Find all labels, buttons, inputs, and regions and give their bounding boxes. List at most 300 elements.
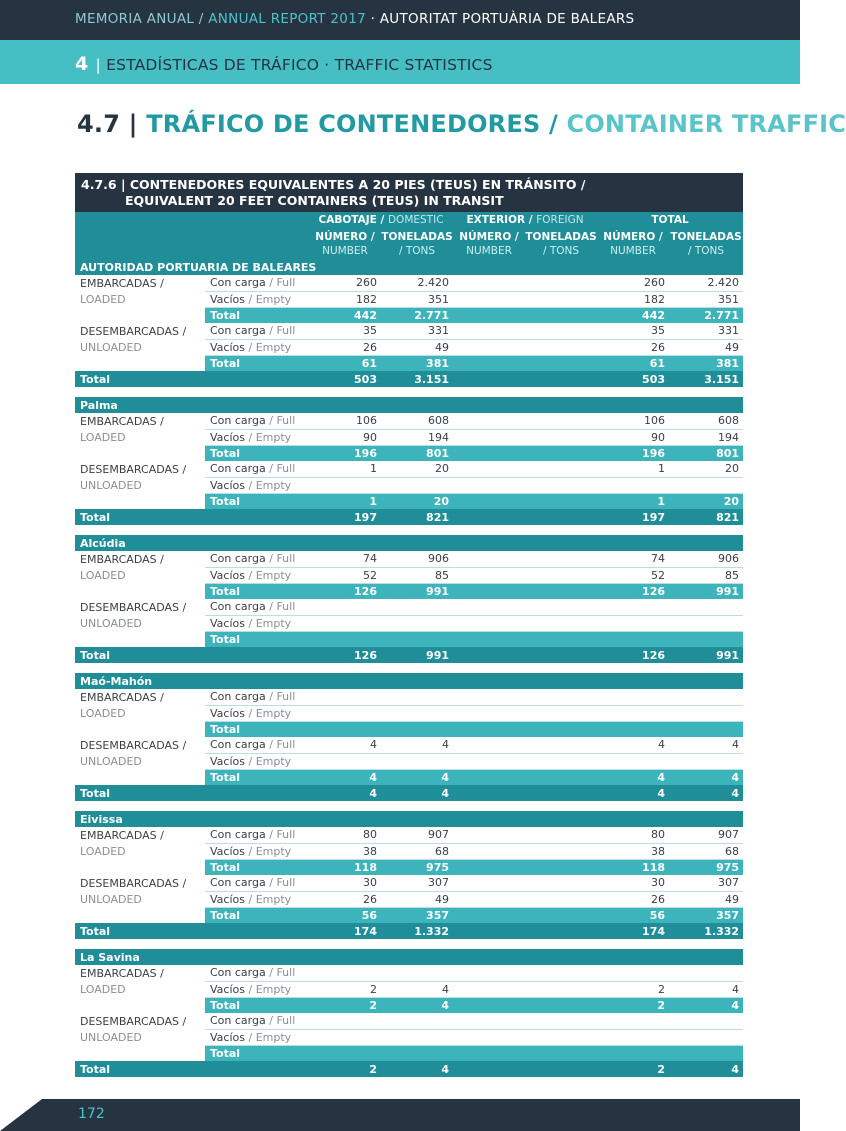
value-cell: 4 [669, 1061, 743, 1077]
value-cell [597, 965, 669, 981]
value-cell [381, 705, 453, 721]
value-cell: 4 [381, 769, 453, 785]
value-cell: 357 [381, 907, 453, 923]
port-total-row [75, 647, 743, 663]
value-cell [381, 721, 453, 737]
value-cell: 1 [309, 493, 381, 509]
value-cell [453, 753, 525, 769]
table-row [75, 275, 743, 291]
direction-label: EMBARCADAS / [80, 828, 164, 842]
subtotal-row [75, 355, 743, 371]
value-cell: 331 [669, 323, 743, 339]
value-cell: 49 [669, 339, 743, 355]
value-cell [525, 509, 597, 525]
value-cell [525, 551, 597, 567]
value-cell [453, 477, 525, 493]
value-cell [381, 1013, 453, 1029]
direction-label: EMBARCADAS / [80, 552, 164, 566]
table-row [75, 339, 743, 355]
blank-cell [75, 307, 205, 323]
blank-cell [75, 721, 205, 737]
table-row [75, 477, 743, 493]
value-cell: 106 [309, 413, 381, 429]
value-cell [525, 413, 597, 429]
subcategory-label: Con carga / Full [205, 737, 309, 753]
value-cell: 4 [381, 981, 453, 997]
section-heading [75, 53, 493, 75]
value-cell: 35 [597, 323, 669, 339]
subcategory-label: Vacíos / Empty [205, 891, 309, 907]
value-cell: 4 [597, 737, 669, 753]
table-row [75, 689, 743, 705]
report-header-text [75, 11, 634, 27]
value-cell: 2 [597, 1061, 669, 1077]
direction-label: DESEMBARCADAS / [80, 462, 187, 476]
subcategory-label: Vacíos / Empty [205, 981, 309, 997]
group-header-domestic: CABOTAJE / DOMESTIC [309, 212, 453, 228]
port-header-row [75, 811, 743, 827]
value-cell [381, 599, 453, 615]
value-cell: 991 [381, 583, 453, 599]
value-cell: 906 [381, 551, 453, 567]
table-row [75, 615, 743, 631]
section-sep: | [90, 56, 107, 74]
table-row [75, 965, 743, 981]
value-cell: 49 [669, 891, 743, 907]
value-cell [453, 291, 525, 307]
page-title [77, 110, 846, 138]
value-cell [525, 689, 597, 705]
value-cell: 61 [597, 355, 669, 371]
value-cell [381, 965, 453, 981]
value-cell: 2.771 [381, 307, 453, 323]
value-cell [669, 753, 743, 769]
value-cell [453, 275, 525, 291]
subtotal-row [75, 859, 743, 875]
value-cell [309, 599, 381, 615]
value-cell [309, 615, 381, 631]
blank-cell [75, 859, 205, 875]
value-cell: 2 [309, 1061, 381, 1077]
total-label: Total [75, 1061, 309, 1077]
value-cell: 2 [309, 997, 381, 1013]
value-cell [525, 737, 597, 753]
header-sep: · [365, 11, 380, 27]
value-cell: 182 [309, 291, 381, 307]
port-name: La Savina [75, 949, 743, 965]
value-cell: 4 [309, 785, 381, 801]
value-cell: 196 [309, 445, 381, 461]
value-cell: 3.151 [381, 371, 453, 387]
value-cell: 608 [381, 413, 453, 429]
value-cell: 90 [597, 429, 669, 445]
value-cell [525, 891, 597, 907]
table-row [75, 981, 743, 997]
value-cell: 260 [309, 275, 381, 291]
value-cell [453, 705, 525, 721]
value-cell [381, 1045, 453, 1061]
table-row [75, 737, 743, 753]
value-cell [525, 769, 597, 785]
subcategory-label: Vacíos / Empty [205, 1029, 309, 1045]
port-header-row [75, 535, 743, 551]
value-cell [453, 583, 525, 599]
subcategory-label: Vacíos / Empty [205, 291, 309, 307]
direction-label-en: UNLOADED [80, 616, 142, 630]
value-cell: 20 [669, 493, 743, 509]
value-cell [525, 599, 597, 615]
value-cell [453, 785, 525, 801]
value-cell: 4 [597, 769, 669, 785]
value-cell [597, 631, 669, 647]
total-label: Total [75, 647, 309, 663]
value-cell [525, 843, 597, 859]
value-cell: 90 [309, 429, 381, 445]
value-cell [309, 721, 381, 737]
subcategory-label: Vacíos / Empty [205, 567, 309, 583]
value-cell: 2.420 [669, 275, 743, 291]
subcategory-label: Con carga / Full [205, 551, 309, 567]
value-cell: 4 [381, 997, 453, 1013]
value-cell [669, 477, 743, 493]
direction-label: DESEMBARCADAS / [80, 600, 187, 614]
value-cell [381, 753, 453, 769]
direction-label-en: LOADED [80, 430, 126, 444]
value-cell: 49 [381, 891, 453, 907]
header-sep: / [194, 11, 209, 27]
direction-label-en: LOADED [80, 844, 126, 858]
total-label: Total [75, 923, 309, 939]
subtotal-label: Total [205, 307, 309, 323]
subcategory-label: Con carga / Full [205, 1013, 309, 1029]
col-header-number: NÚMERO / NUMBER [597, 228, 669, 259]
value-cell: 2 [309, 981, 381, 997]
value-cell: 26 [597, 339, 669, 355]
value-cell [597, 721, 669, 737]
value-cell: 85 [381, 567, 453, 583]
subtotal-row [75, 493, 743, 509]
value-cell: 991 [669, 647, 743, 663]
value-cell: 801 [669, 445, 743, 461]
value-cell [453, 461, 525, 477]
direction-label-en: UNLOADED [80, 892, 142, 906]
value-cell [597, 1045, 669, 1061]
table-title-line2: EQUIVALENT 20 FEET CONTAINERS (TEUS) IN TRANSIT [125, 193, 504, 208]
port-header-row [75, 259, 743, 275]
value-cell [525, 1061, 597, 1077]
value-cell: 68 [669, 843, 743, 859]
value-cell [669, 689, 743, 705]
col-header-tons: TONELADAS / TONS [381, 228, 453, 259]
value-cell: 4 [669, 785, 743, 801]
value-cell: 821 [669, 509, 743, 525]
value-cell [525, 997, 597, 1013]
value-cell: 4 [309, 737, 381, 753]
value-cell: 307 [381, 875, 453, 891]
value-cell: 196 [597, 445, 669, 461]
value-cell [525, 875, 597, 891]
value-cell [525, 461, 597, 477]
section-title-es: ESTADÍSTICAS DE TRÁFICO [106, 56, 320, 74]
value-cell: 991 [381, 647, 453, 663]
value-cell: 194 [669, 429, 743, 445]
port-header-row [75, 949, 743, 965]
header-part-en: ANNUAL REPORT 2017 [208, 11, 366, 27]
table-row [75, 843, 743, 859]
value-cell: 801 [381, 445, 453, 461]
value-cell [453, 907, 525, 923]
value-cell: 126 [309, 647, 381, 663]
value-cell: 260 [597, 275, 669, 291]
value-cell [525, 631, 597, 647]
value-cell: 126 [597, 647, 669, 663]
value-cell [309, 753, 381, 769]
subcategory-label: Vacíos / Empty [205, 615, 309, 631]
value-cell: 118 [597, 859, 669, 875]
table-row [75, 705, 743, 721]
page-title-es: TRÁFICO DE CONTENEDORES [146, 110, 541, 138]
value-cell [453, 997, 525, 1013]
direction-label: DESEMBARCADAS / [80, 876, 187, 890]
total-label: Total [75, 785, 309, 801]
value-cell: 4 [597, 785, 669, 801]
value-cell: 118 [309, 859, 381, 875]
value-cell [453, 769, 525, 785]
value-cell [309, 1029, 381, 1045]
value-cell [453, 339, 525, 355]
value-cell [453, 689, 525, 705]
value-cell: 4 [309, 769, 381, 785]
value-cell: 503 [309, 371, 381, 387]
value-cell [453, 615, 525, 631]
value-cell: 80 [309, 827, 381, 843]
direction-label: EMBARCADAS / [80, 414, 164, 428]
value-cell: 26 [309, 891, 381, 907]
value-cell: 126 [309, 583, 381, 599]
port-name: Eivissa [75, 811, 743, 827]
value-cell: 3.151 [669, 371, 743, 387]
subtotal-label: Total [205, 583, 309, 599]
value-cell: 85 [669, 567, 743, 583]
blank-cell [75, 1045, 205, 1061]
direction-label-en: LOADED [80, 568, 126, 582]
direction-label-en: LOADED [80, 292, 126, 306]
page-footer [0, 1099, 800, 1131]
value-cell [453, 1061, 525, 1077]
table-row [75, 599, 743, 615]
table-row [75, 875, 743, 891]
value-cell [597, 477, 669, 493]
value-cell [525, 1013, 597, 1029]
value-cell: 351 [381, 291, 453, 307]
value-cell [453, 923, 525, 939]
table-row [75, 567, 743, 583]
value-cell [525, 753, 597, 769]
spacer-row [75, 939, 743, 949]
blank-cell [75, 907, 205, 923]
value-cell [525, 981, 597, 997]
port-name: AUTORIDAD PORTUARIA DE BALEARES [75, 259, 743, 275]
page-title-en: CONTAINER TRAFFIC [566, 110, 846, 138]
value-cell: 4 [669, 981, 743, 997]
direction-label: EMBARCADAS / [80, 966, 164, 980]
value-cell: 197 [309, 509, 381, 525]
value-cell [453, 981, 525, 997]
value-cell: 26 [309, 339, 381, 355]
port-name: Alcúdia [75, 535, 743, 551]
table-row [75, 1013, 743, 1029]
value-cell [453, 307, 525, 323]
subcategory-label: Con carga / Full [205, 599, 309, 615]
value-cell: 80 [597, 827, 669, 843]
table-row [75, 461, 743, 477]
value-cell [453, 429, 525, 445]
subcategory-label: Con carga / Full [205, 413, 309, 429]
port-total-row [75, 923, 743, 939]
value-cell: 30 [309, 875, 381, 891]
value-cell: 182 [597, 291, 669, 307]
value-cell: 61 [309, 355, 381, 371]
section-bar [0, 40, 800, 84]
value-cell: 52 [597, 567, 669, 583]
value-cell: 442 [309, 307, 381, 323]
value-cell [525, 477, 597, 493]
subtotal-row [75, 721, 743, 737]
value-cell: 174 [597, 923, 669, 939]
spacer-row [75, 387, 743, 397]
group-header-foreign: EXTERIOR / FOREIGN [453, 212, 597, 228]
col-header-tons: TONELADAS / TONS [669, 228, 743, 259]
value-cell [525, 445, 597, 461]
value-cell: 30 [597, 875, 669, 891]
page-number: 172 [78, 1106, 105, 1122]
direction-label: DESEMBARCADAS / [80, 1014, 187, 1028]
value-cell [525, 275, 597, 291]
value-cell [309, 477, 381, 493]
value-cell [597, 599, 669, 615]
value-cell: 351 [669, 291, 743, 307]
subcategory-label: Con carga / Full [205, 323, 309, 339]
value-cell: 2.771 [669, 307, 743, 323]
direction-label-en: LOADED [80, 706, 126, 720]
table-row [75, 291, 743, 307]
port-header-row [75, 397, 743, 413]
direction-label-en: UNLOADED [80, 1030, 142, 1044]
value-cell [669, 705, 743, 721]
data-table [75, 212, 743, 1077]
spacer-row [75, 525, 743, 535]
subtotal-label: Total [205, 1045, 309, 1061]
table-row [75, 827, 743, 843]
direction-label: EMBARCADAS / [80, 276, 164, 290]
value-cell [381, 615, 453, 631]
page-title-number: 4.7 | [77, 110, 147, 138]
value-cell [525, 371, 597, 387]
value-cell [525, 647, 597, 663]
report-header-bar [0, 0, 800, 40]
value-cell: 991 [669, 583, 743, 599]
value-cell [453, 413, 525, 429]
value-cell: 68 [381, 843, 453, 859]
table-row [75, 413, 743, 429]
value-cell [453, 371, 525, 387]
value-cell: 4 [669, 997, 743, 1013]
value-cell [525, 859, 597, 875]
value-cell: 503 [597, 371, 669, 387]
subcategory-label: Con carga / Full [205, 875, 309, 891]
subtotal-label: Total [205, 769, 309, 785]
value-cell [669, 599, 743, 615]
value-cell: 2 [597, 997, 669, 1013]
table-row [75, 1029, 743, 1045]
value-cell [525, 567, 597, 583]
blank-cell [75, 631, 205, 647]
section-number: 4 [75, 53, 89, 75]
value-cell: 906 [669, 551, 743, 567]
total-label: Total [75, 509, 309, 525]
blank-cell [75, 769, 205, 785]
subcategory-label: Vacíos / Empty [205, 429, 309, 445]
value-cell: 52 [309, 567, 381, 583]
header-authority: AUTORITAT PORTUÀRIA DE BALEARS [379, 11, 635, 27]
value-cell [525, 965, 597, 981]
value-cell [525, 323, 597, 339]
value-cell: 1.332 [381, 923, 453, 939]
subcategory-label: Vacíos / Empty [205, 339, 309, 355]
blank-cell [75, 997, 205, 1013]
value-cell [669, 1013, 743, 1029]
subtotal-row [75, 307, 743, 323]
subtotal-row [75, 997, 743, 1013]
value-cell [309, 965, 381, 981]
value-cell: 197 [597, 509, 669, 525]
value-cell: 56 [597, 907, 669, 923]
table-row [75, 551, 743, 567]
value-cell [597, 1013, 669, 1029]
value-cell [525, 583, 597, 599]
value-cell [597, 615, 669, 631]
group-header-row [75, 212, 743, 228]
value-cell [381, 631, 453, 647]
value-cell [453, 737, 525, 753]
value-cell [525, 827, 597, 843]
subtotal-row [75, 445, 743, 461]
subcategory-label: Con carga / Full [205, 461, 309, 477]
value-cell [309, 1045, 381, 1061]
value-cell [453, 827, 525, 843]
subtotal-label: Total [205, 355, 309, 371]
value-cell: 174 [309, 923, 381, 939]
value-cell [453, 721, 525, 737]
subtotal-row [75, 907, 743, 923]
subtotal-label: Total [205, 721, 309, 737]
value-cell [453, 599, 525, 615]
subtotal-row [75, 631, 743, 647]
subtotal-label: Total [205, 859, 309, 875]
value-cell: 49 [381, 339, 453, 355]
column-header-row [75, 228, 743, 259]
subtotal-label: Total [205, 631, 309, 647]
value-cell: 907 [381, 827, 453, 843]
value-cell [453, 509, 525, 525]
value-cell: 74 [597, 551, 669, 567]
header-part-es: MEMORIA ANUAL [75, 11, 195, 27]
value-cell: 106 [597, 413, 669, 429]
subcategory-label: Vacíos / Empty [205, 843, 309, 859]
value-cell: 975 [669, 859, 743, 875]
value-cell: 442 [597, 307, 669, 323]
direction-label: DESEMBARCADAS / [80, 738, 187, 752]
